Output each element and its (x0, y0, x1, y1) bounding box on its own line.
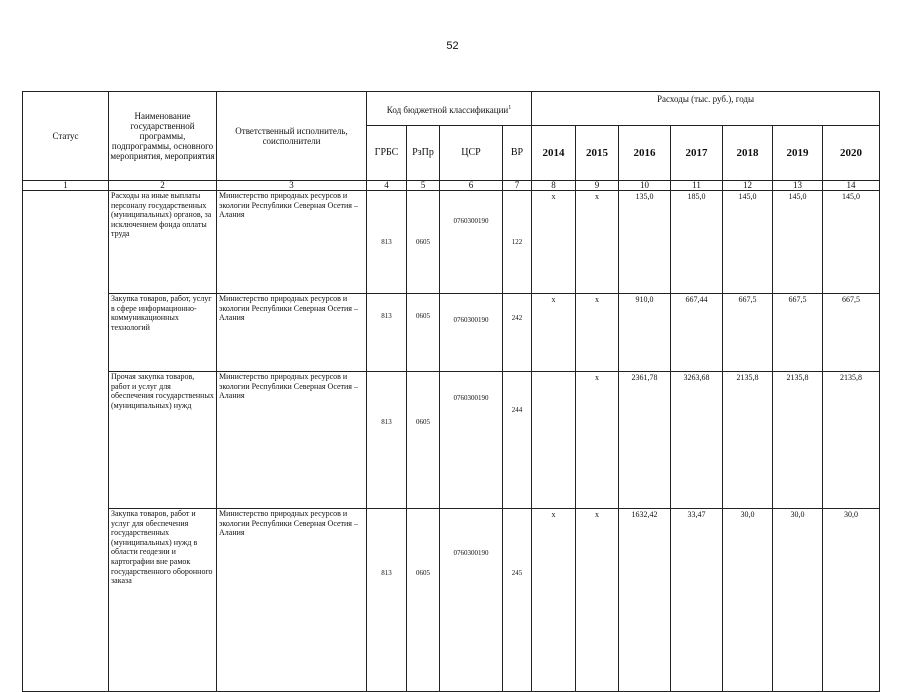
row-value: x (532, 191, 576, 294)
page-number: 52 (446, 40, 459, 52)
row-value: 2135,8 (723, 372, 773, 509)
row-csr: 0760300190 (440, 372, 503, 509)
row-name: Расходы на иные выплаты персоналу государственных (муниципальных) органов, за исключением фонда оплаты труда (109, 191, 217, 294)
header-year: 2018 (723, 126, 773, 181)
row-value: 667,5 (773, 294, 823, 372)
row-vr: 122 (503, 191, 532, 294)
header-expenses: Расходы (тыс. руб.), годы (532, 92, 880, 126)
header-csr: ЦСР (440, 126, 503, 181)
row-value: 30,0 (723, 509, 773, 692)
row-name: Закупка товаров, работ, услуг в сфере информационно-коммуникационных технологий (109, 294, 217, 372)
header-budget-code-text: Код бюджетной классификации (386, 104, 509, 115)
row-value: 135,0 (619, 191, 671, 294)
row-rzpr: 0605 (407, 191, 440, 294)
table-row (23, 191, 880, 294)
column-number: 10 (619, 181, 671, 191)
column-number: 11 (671, 181, 723, 191)
row-executor: Министерство природных ресурсов и экологии Республики Северная Осетия – Алания (217, 191, 367, 294)
row-rzpr: 0605 (407, 294, 440, 372)
row-executor: Министерство природных ресурсов и экологии Республики Северная Осетия – Алания (217, 294, 367, 372)
header-rzpr: РзПр (407, 126, 440, 181)
row-value: x (576, 509, 619, 692)
row-value: 910,0 (619, 294, 671, 372)
header-budget-code (367, 92, 532, 126)
column-number: 8 (532, 181, 576, 191)
header-year: 2015 (576, 126, 619, 181)
row-value: x (576, 191, 619, 294)
header-year: 2017 (671, 126, 723, 181)
header-year: 2016 (619, 126, 671, 181)
row-value: 2135,8 (823, 372, 880, 509)
column-number: 9 (576, 181, 619, 191)
row-value: 145,0 (723, 191, 773, 294)
row-grbs: 813 (367, 294, 407, 372)
column-number-row (23, 181, 880, 191)
row-grbs: 813 (367, 372, 407, 509)
row-name: Закупка товаров, работ и услуг для обеспечения государственных (муниципальных) нужд в области геодезии и картографии вне рамок государственного оборонного заказа (109, 509, 217, 692)
header-year: 2014 (532, 126, 576, 181)
row-vr: 244 (503, 372, 532, 509)
row-csr: 0760300190 (440, 294, 503, 372)
header-grbs: ГРБС (367, 126, 407, 181)
row-executor: Министерство природных ресурсов и экологии Республики Северная Осетия – Алания (217, 372, 367, 509)
row-executor: Министерство природных ресурсов и экологии Республики Северная Осетия – Алания (217, 509, 367, 692)
table-row (23, 509, 880, 692)
table-row (23, 294, 880, 372)
column-number: 4 (367, 181, 407, 191)
budget-table (22, 91, 880, 692)
row-value (532, 372, 576, 509)
header-name: Наименование государственной программы, подпрограммы, основного мероприятия, мероприятия (109, 92, 217, 181)
column-number: 7 (503, 181, 532, 191)
column-number: 3 (217, 181, 367, 191)
header-status: Статус (23, 92, 109, 181)
row-value: 667,5 (723, 294, 773, 372)
row-value: 185,0 (671, 191, 723, 294)
row-value: x (576, 372, 619, 509)
column-number: 12 (723, 181, 773, 191)
row-value: 33,47 (671, 509, 723, 692)
row-value: 145,0 (773, 191, 823, 294)
row-value: 145,0 (823, 191, 880, 294)
row-value: 30,0 (773, 509, 823, 692)
header-vr: ВР (503, 126, 532, 181)
row-grbs: 813 (367, 509, 407, 692)
column-number: 5 (407, 181, 440, 191)
row-value: 30,0 (823, 509, 880, 692)
row-value: 3263,68 (671, 372, 723, 509)
header-executor: Ответственный исполнитель, соисполнители (217, 92, 367, 181)
row-value: x (532, 294, 576, 372)
row-value: x (576, 294, 619, 372)
column-number: 13 (773, 181, 823, 191)
row-value: 667,44 (671, 294, 723, 372)
column-number: 14 (823, 181, 880, 191)
row-value: x (532, 509, 576, 692)
row-value: 667,5 (823, 294, 880, 372)
column-number: 6 (440, 181, 503, 191)
row-value: 2135,8 (773, 372, 823, 509)
status-cell (23, 191, 109, 692)
header-year: 2020 (823, 126, 880, 181)
header-row (23, 92, 880, 126)
row-value: 2361,78 (619, 372, 671, 509)
column-number: 1 (23, 181, 109, 191)
column-number: 2 (109, 181, 217, 191)
row-rzpr: 0605 (407, 509, 440, 692)
row-vr: 245 (503, 509, 532, 692)
header-budget-code-note: 1 (508, 104, 512, 111)
row-vr: 242 (503, 294, 532, 372)
row-csr: 0760300190 (440, 509, 503, 692)
row-csr: 0760300190 (440, 191, 503, 294)
header-year: 2019 (773, 126, 823, 181)
table-row (23, 372, 880, 509)
row-rzpr: 0605 (407, 372, 440, 509)
row-name: Прочая закупка товаров, работ и услуг для обеспечения государственных (муниципальных) нужд (109, 372, 217, 509)
row-grbs: 813 (367, 191, 407, 294)
row-value: 1632,42 (619, 509, 671, 692)
